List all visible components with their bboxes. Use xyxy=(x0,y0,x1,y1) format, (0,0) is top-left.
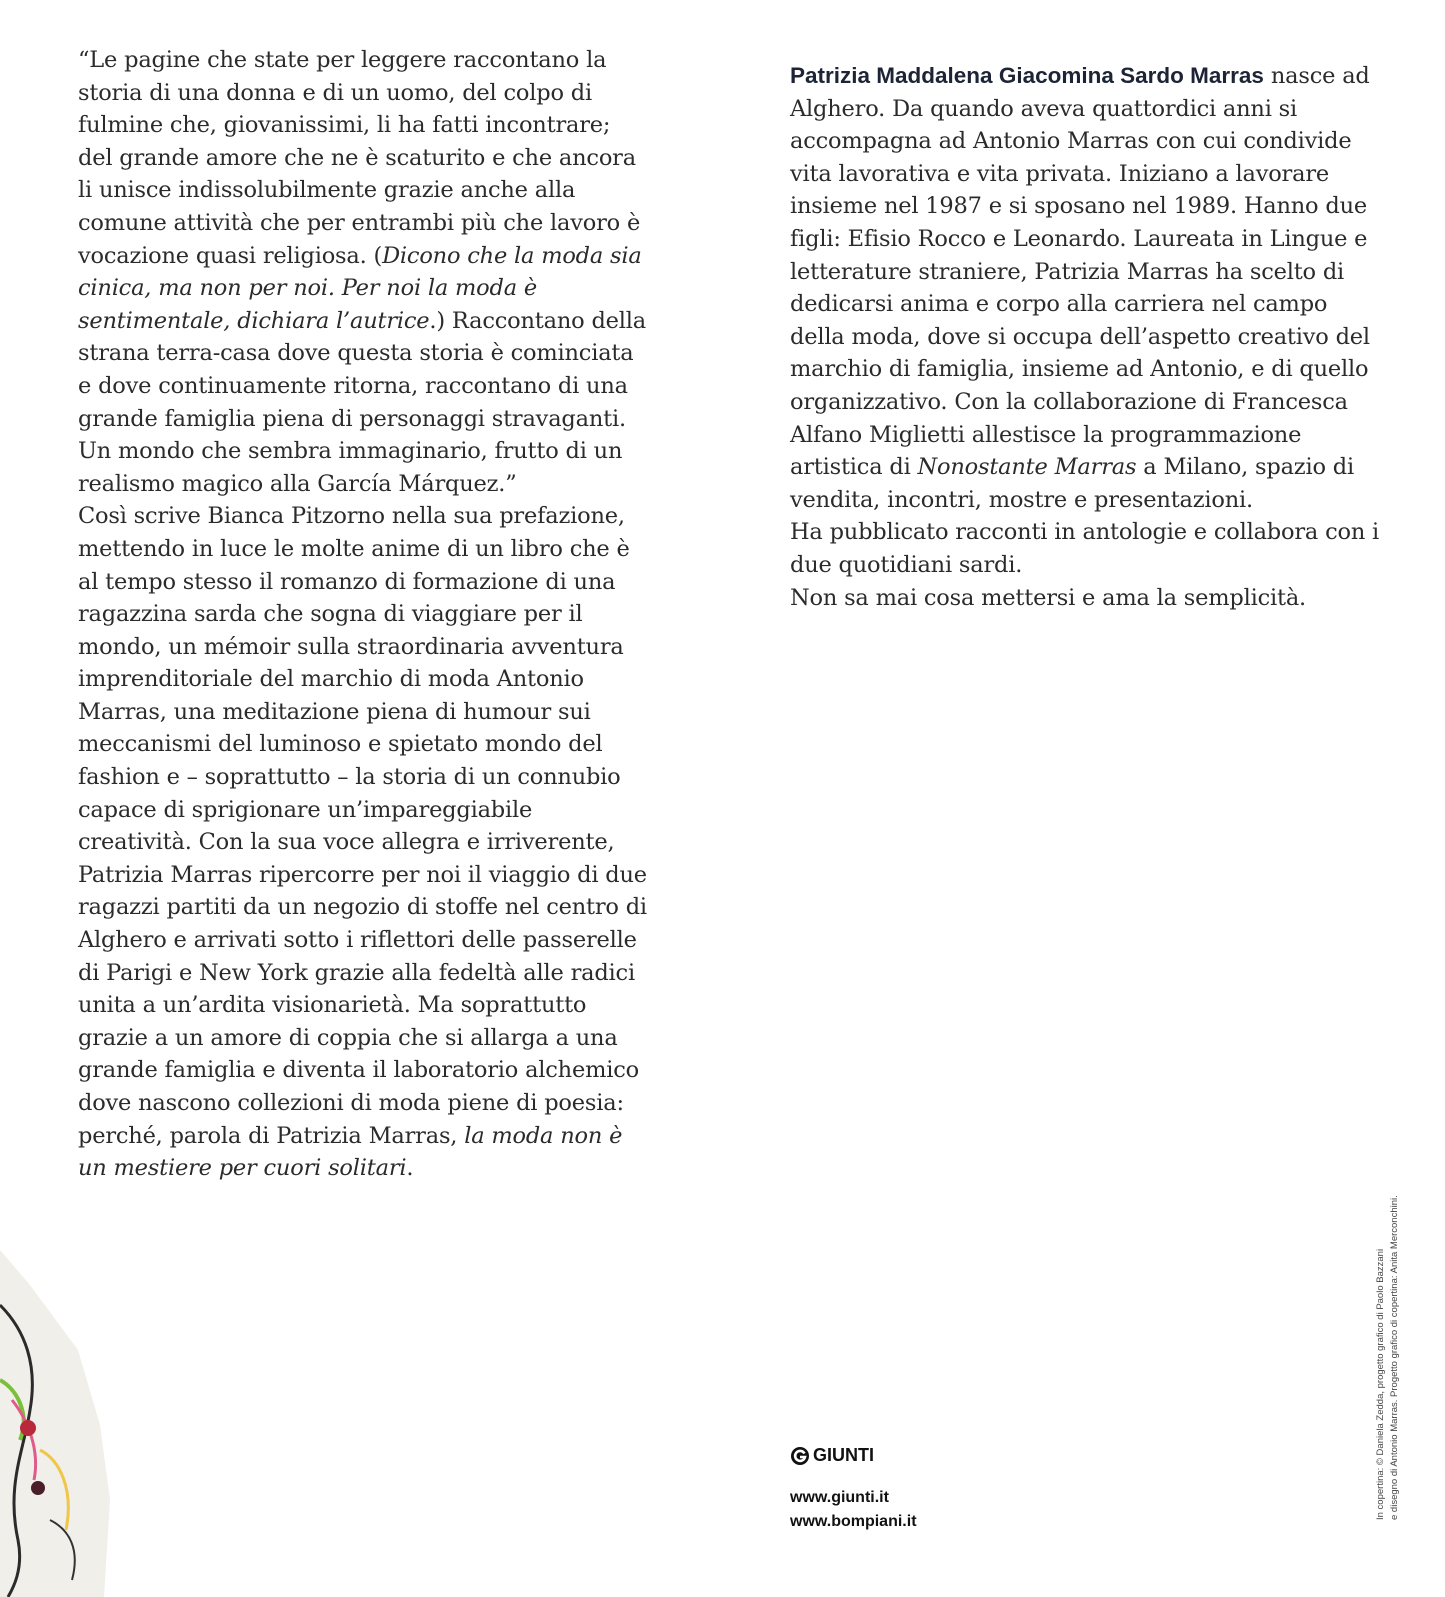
bio-text: nasce ad Alghero. Da quando aveva quattordici anni si accompagna ad Antonio Marras con cui condivide vita lavorativa e vita privata. Iniziano a lavorare insieme nel 1987 e si sposano nel 1989. Hanno due figli: Efisio Rocco e Leonardo. Laureata in Lingue e letterature straniere, Patrizia Marras ha scelto di dedicarsi anima e corpo alla carriera nel campo della moda, dove si occupa dell’aspetto creativo del marchio di famiglia, insieme ad Antonio, e di quello organizzativo. Con la collaborazione di Francesca Alfano Miglietti allestisce la programmazione artistica di xyxy=(790,63,1370,481)
cover-illustration-fragment xyxy=(0,1250,110,1597)
bio-closing: Non sa mai cosa mettersi e ama la semplicità. xyxy=(790,584,1306,611)
quote-italic-text: Dicono che la moda sia cinica, ma non per noi. Per noi la moda è sentimentale, dichiara l’autrice xyxy=(78,242,642,334)
bio-publications: Ha pubblicato racconti in antologie e collabora con i due quotidiani sardi. xyxy=(790,519,1380,578)
body-text: Così scrive Bianca Pitzorno nella sua prefazione, mettendo in luce le molte anime di un libro che è al tempo stesso il romanzo di formazione di una ragazzina sarda che sogna di viaggiare per il mondo, un mémoir sulla straordinaria avventura imprenditoriale del marchio di moda Antonio Marras, una meditazione piena di humour sui meccanismi del luminoso e spietato mondo del fashion e – soprattutto – la storia di un connubio capace di sprigionare un’impareggiabile creatività. Con la sua voce allegra e irriverente, Patrizia Marras ripercorre per noi il viaggio di due ragazzi partiti da un negozio di stoffe nel centro di Alghero e arrivati sotto i riflettori delle passerelle di Parigi e New York grazie alla fedeltà alle radici unita a un’ardita visionarietà. Ma soprattutto grazie a un amore di coppia che si allarga a una grande famiglia e diventa il laboratorio alchemico dove nascono collezioni di moda piene di poesia: perché, parola di Patrizia Marras, xyxy=(78,503,647,1149)
body-italic-text: la moda non è un mestiere per cuori solitari xyxy=(78,1122,623,1182)
quote-text-end: .) Raccontano della strana terra-casa dove questa storia è cominciata e dove continuamente ritorna, raccontano di una grande famiglia piena di personaggi stravaganti. Un mondo che sembra immaginario, frutto di un realismo magico alla García Márquez.” xyxy=(78,307,646,497)
publisher-block xyxy=(790,1445,917,1534)
giunti-logo-icon xyxy=(790,1446,810,1466)
bio-text-cont: a Milano, spazio di vendita, incontri, mostre e presentazioni. xyxy=(790,454,1354,513)
bio-paragraph xyxy=(790,60,1380,516)
credits-line-1: In copertina: © Daniela Zedda, progetto grafico di Paolo Bazzani xyxy=(1375,1248,1386,1520)
publisher-urls xyxy=(790,1486,917,1534)
back-cover-blurb xyxy=(78,44,648,1185)
url-bompiani[interactable]: www.bompiani.it xyxy=(790,1513,917,1530)
publisher-logo-text: GIUNTI xyxy=(813,1445,874,1465)
url-giunti[interactable]: www.giunti.it xyxy=(790,1489,889,1506)
credits-line-2: e disegno di Antonio Marras. Progetto grafico di copertina: Anita Merconchini. xyxy=(1389,1195,1400,1520)
author-name: Patrizia Maddalena Giacomina Sardo Marras xyxy=(790,63,1264,88)
cover-credits xyxy=(1374,1195,1402,1520)
blurb-quote xyxy=(78,44,648,500)
publisher-logo xyxy=(790,1445,917,1466)
body-text-end: . xyxy=(406,1155,414,1182)
quote-text: “Le pagine che state per leggere raccontano la storia di una donna e di un uomo, del colpo di fulmine che, giovanissimi, li ha fatti incontrare; del grande amore che ne è scaturito e che ancora li unisce indissolubilmente grazie anche alla comune attività che per entrambi più che lavoro è vocazione quasi religiosa. ( xyxy=(78,47,641,269)
blurb-body xyxy=(78,500,648,1184)
author-bio xyxy=(790,60,1380,614)
bio-italic-text: Nonostante Marras xyxy=(917,454,1137,481)
